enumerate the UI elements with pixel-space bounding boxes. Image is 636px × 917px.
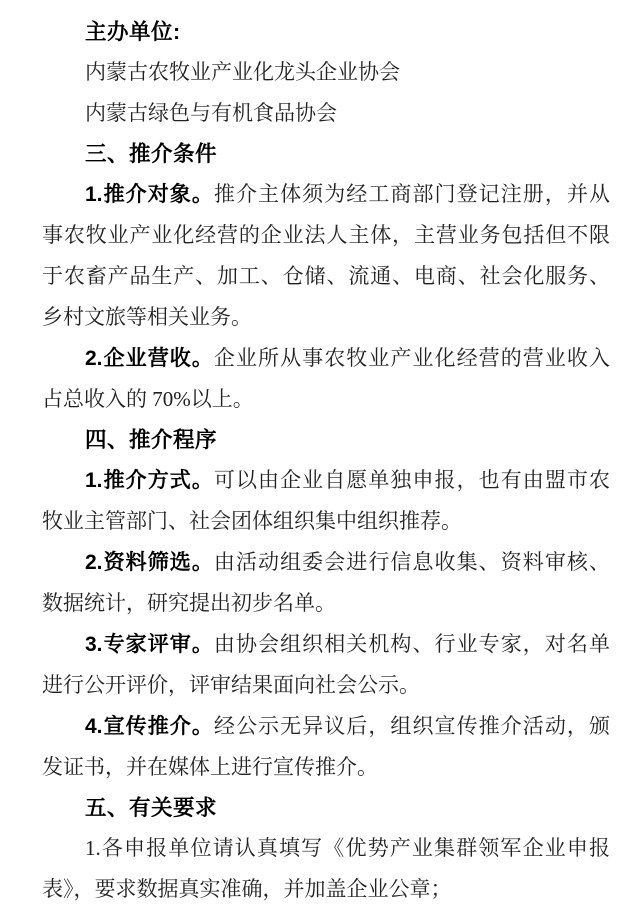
line-bold-lead: 2.企业营收。	[85, 347, 214, 370]
text-line	[42, 706, 610, 747]
line-text: 内蒙古农牧业产业化龙头企业协会	[85, 60, 400, 84]
text-line	[42, 215, 610, 256]
line-text: 进行公开评价，评审结果面向社会公示。	[42, 673, 420, 697]
line-text: 推介主体须为经工商部门登记注册，并从	[213, 182, 611, 206]
line-bold-lead: 主办单位:	[85, 20, 181, 44]
text-line	[42, 52, 610, 93]
text-line	[42, 788, 610, 828]
line-bold-lead: 4.宣传推介。	[85, 715, 214, 738]
line-text: 由活动组委会进行信息收集、资料审核、	[213, 550, 611, 574]
line-bold-lead: 三、推介条件	[85, 142, 218, 166]
text-line	[42, 624, 610, 665]
text-line	[42, 379, 610, 420]
text-line	[42, 174, 610, 215]
text-line	[42, 583, 610, 624]
document-body	[42, 12, 610, 910]
line-text: 占总收入的 70%以上。	[42, 387, 254, 411]
line-text: 乡村文旅等相关业务。	[42, 305, 252, 329]
line-text: 经公示无异议后，组织宣传推介活动，颁	[213, 714, 611, 738]
text-line	[42, 869, 610, 910]
line-bold-lead: 3.专家评审。	[85, 633, 214, 656]
line-bold-lead: 四、推介程序	[85, 428, 218, 452]
text-line	[42, 256, 610, 297]
line-bold-lead: 1.推介对象。	[85, 183, 214, 206]
line-text: 内蒙古绿色与有机食品协会	[85, 101, 337, 125]
text-line	[42, 542, 610, 583]
line-text: 由协会组织相关机构、行业专家，对名单	[213, 632, 611, 656]
line-text: 1.各申报单位请认真填写《优势产业集群领军企业申报	[85, 836, 610, 860]
line-text: 数据统计，研究提出初步名单。	[42, 591, 336, 615]
line-text: 发证书，并在媒体上进行宣传推介。	[42, 755, 378, 779]
line-bold-lead: 五、有关要求	[85, 796, 218, 820]
text-line	[42, 93, 610, 134]
text-line	[42, 420, 610, 460]
line-bold-lead: 1.推介方式。	[85, 469, 214, 492]
text-line	[42, 134, 610, 174]
text-line	[42, 747, 610, 788]
text-line	[42, 297, 610, 338]
text-line	[42, 460, 610, 501]
line-text: 牧业主管部门、社会团体组织集中组织推荐。	[42, 509, 462, 533]
text-line	[42, 12, 610, 52]
line-text: 表》，要求数据真实准确，并加盖企业公章；	[42, 877, 452, 901]
text-line	[42, 828, 610, 869]
line-text: 于农畜产品生产、加工、仓储、流通、电商、社会化服务、	[42, 264, 610, 288]
line-text: 事农牧业产业化经营的企业法人主体，主营业务包括但不限	[42, 223, 610, 247]
line-text: 可以由企业自愿单独申报，也有由盟市农	[213, 468, 611, 492]
text-line	[42, 501, 610, 542]
line-text: 企业所从事农牧业产业化经营的营业收入	[213, 346, 611, 370]
text-line	[42, 338, 610, 379]
text-line	[42, 665, 610, 706]
line-bold-lead: 2.资料筛选。	[85, 551, 214, 574]
